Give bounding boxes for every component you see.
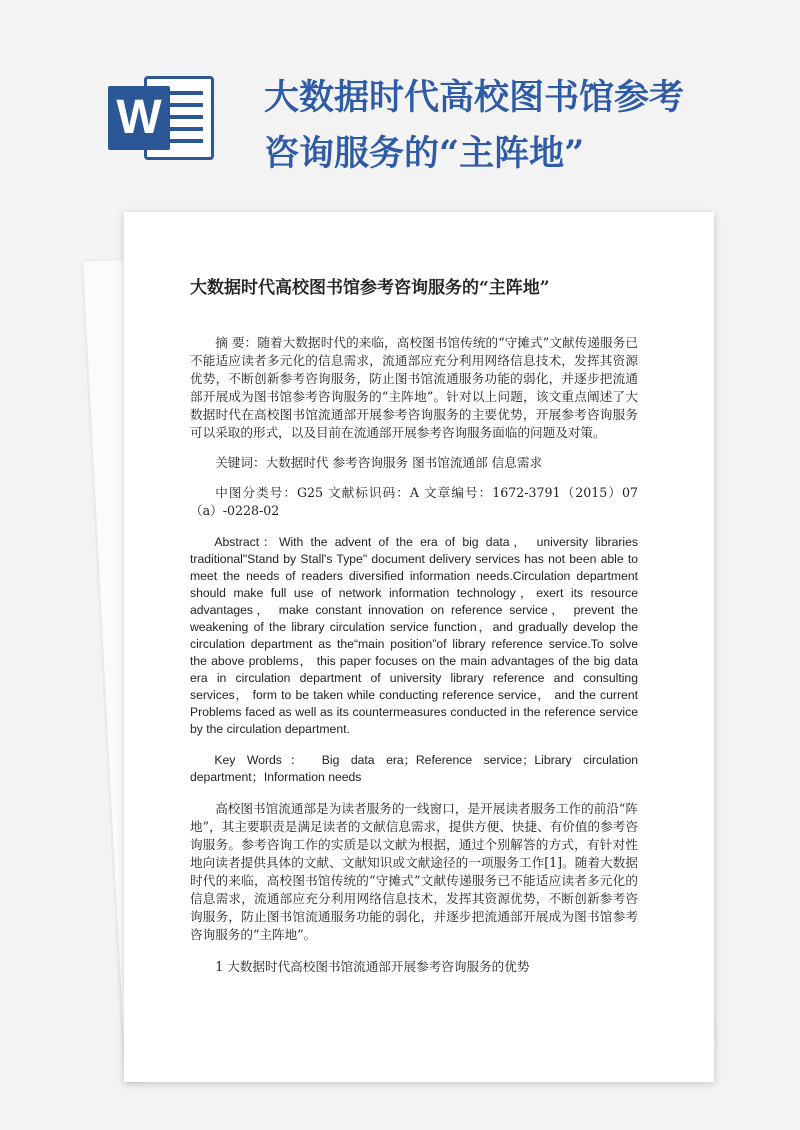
document-content bbox=[190, 276, 638, 976]
keywords-cn: 关键词：大数据时代 参考咨询服务 图书馆流通部 信息需求 bbox=[215, 455, 543, 470]
keywords-en: Key Words： Big data era；Reference service；Library circulation department；Information needs bbox=[190, 753, 638, 784]
abstract-cn: 摘 要：随着大数据时代的来临，高校图书馆传统的“守摊式”文献传递服务已不能适应读者多元化的信息需求，流通部应充分利用网络信息技术，发挥其资源优势，不断创新参考咨询服务，防止图书馆流通服务功能的弱化，并逐步把流通部开展成为图书馆参考咨询服务的“主阵地”。针对以上问题，该文重点阐述了大数据时代在高校图书馆流通部开展参考咨询服务的主要优势，开展参考咨询服务可以采取的形式，以及目前在流通部开展参考咨询服务面临的问题及对策。 bbox=[190, 335, 638, 440]
classification-line: 中图分类号：G25 文献标识码：A 文章编号：1672-3791（2015）07（a）-0228-02 bbox=[190, 485, 638, 518]
word-logo-icon bbox=[108, 72, 216, 164]
abstract-en: Abstract：With the advent of the era of big data， university libraries traditional"Stand by Stall's Type" document delivery services has not been able to meet the needs of readers diversified information needs.Circulation department should make full use of network information technology，exert its resource advantages， make constant innovation on reference service， prevent the weakening of the library circulation service function，and gradually develop the circulation department as the“main position”of library reference service.To solve the above problems， this paper focuses on the main advantages of the big data era in circulation department of university library reference and consulting services， form to be taken while conducting reference service， and the current Problems faced as well as its countermeasures conducted in the reference service by the circulation department. bbox=[190, 535, 638, 736]
word-letter-tile: W bbox=[108, 86, 170, 150]
document-title: 大数据时代高校图书馆参考咨询服务的“主阵地” bbox=[190, 278, 550, 298]
body-paragraph: 高校图书馆流通部是为读者服务的一线窗口，是开展读者服务工作的前沿“阵地”，其主要职责是满足读者的文献信息需求，提供方便、快捷、有价值的参考咨询服务。参考咨询工作的实质是以文献为根据，通过个别解答的方式，有针对性地向读者提供具体的文献、文献知识或文献途径的一项服务工作[1]。随着大数据时代的来临，高校图书馆传统的“守摊式”文献传递服务已不能适应读者多元化的信息需求，流通部应充分利用网络信息技术，发挥其资源优势，不断创新参考咨询服务，防止图书馆流通服务功能的弱化，并逐步把流通部开展成为图书馆参考咨询服务的“主阵地”。 bbox=[190, 801, 638, 942]
banner-title: 大数据时代高校图书馆参考咨询服务的“主阵地” bbox=[264, 77, 685, 174]
section-heading: 1 大数据时代高校图书馆流通部开展参考咨询服务的优势 bbox=[215, 959, 530, 974]
